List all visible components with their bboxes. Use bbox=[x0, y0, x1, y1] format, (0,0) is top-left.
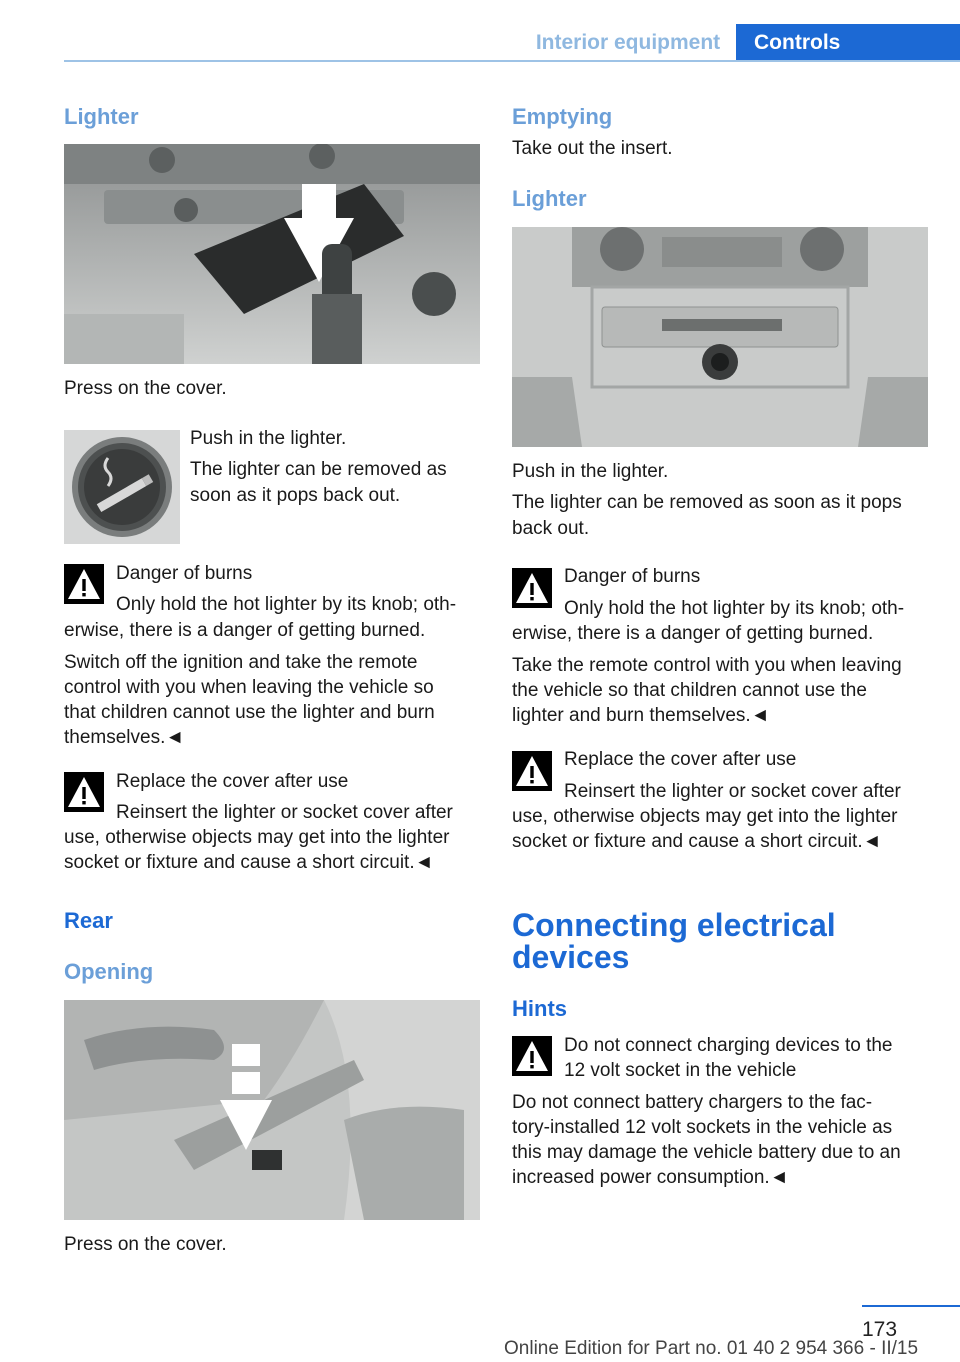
header-section: Interior equipment bbox=[535, 31, 721, 54]
rear-warn1-line1: Only hold the hot lighter by its knob; oth‐ bbox=[564, 598, 905, 619]
lighter-heading: Lighter bbox=[64, 104, 139, 129]
connecting-heading-line2: devices bbox=[512, 939, 630, 975]
warn1-line3: Switch off the ignition and take the remote bbox=[64, 652, 418, 673]
warning-triangle-icon bbox=[64, 564, 104, 604]
hint-line2: tory-installed 12 volt sockets in the vehicle as bbox=[512, 1117, 893, 1138]
warn1-line5: that children cannot use the lighter and burn bbox=[64, 702, 435, 723]
rear-removed-line1: The lighter can be removed as soon as it pops bbox=[512, 492, 902, 513]
warn1-line6: themselves.◄ bbox=[64, 727, 185, 748]
emptying-heading: Emptying bbox=[512, 104, 613, 129]
warning-triangle-icon bbox=[512, 1036, 552, 1076]
rear-warn1-title: Danger of burns bbox=[564, 566, 701, 587]
hints-heading: Hints bbox=[512, 996, 567, 1021]
warn1-line4: control with you when leaving the vehicle so bbox=[64, 677, 434, 698]
removed-line1: The lighter can be removed as bbox=[190, 459, 447, 480]
rear-warn1-line3: Take the remote control with you when leaving bbox=[512, 655, 902, 676]
header-rule bbox=[64, 60, 960, 62]
header-tab-controls[interactable]: Controls bbox=[736, 24, 960, 62]
rear-warn1-line5: lighter and burn themselves.◄ bbox=[512, 705, 770, 726]
warn2-line3: socket or fixture and cause a short circuit.◄ bbox=[64, 852, 434, 873]
hint-line4: increased power consumption.◄ bbox=[512, 1167, 789, 1188]
rear-lighter-heading: Lighter bbox=[512, 186, 587, 211]
warning-triangle-icon bbox=[512, 751, 552, 791]
hint-line3: this may damage the vehicle battery due to an bbox=[512, 1142, 901, 1163]
rear-warn1-line4: the vehicle so that children cannot use the bbox=[512, 680, 867, 701]
page-number: 173 bbox=[862, 1318, 898, 1341]
front-console-photo bbox=[64, 144, 480, 364]
footer-rule bbox=[862, 1305, 960, 1307]
rear-door-photo bbox=[64, 1000, 480, 1220]
rear-warn2-title: Replace the cover after use bbox=[564, 749, 797, 770]
rear-warn2-line3: socket or fixture and cause a short circuit.◄ bbox=[512, 831, 882, 852]
rear-heading: Rear bbox=[64, 908, 113, 933]
rear-removed-line2: back out. bbox=[512, 518, 590, 539]
warn1-line2: erwise, there is a danger of getting burned. bbox=[64, 620, 426, 641]
rear-push-in-text: Push in the lighter. bbox=[512, 461, 669, 482]
warning-triangle-icon bbox=[512, 568, 552, 608]
rear-warn2-line2: use, otherwise objects may get into the lighter bbox=[512, 806, 898, 827]
warn1-title: Danger of burns bbox=[116, 563, 253, 584]
press-cover-text-2: Press on the cover. bbox=[64, 1234, 227, 1255]
press-cover-text: Press on the cover. bbox=[64, 378, 227, 399]
rear-warn1-line2: erwise, there is a danger of getting burned. bbox=[512, 623, 874, 644]
push-in-text: Push in the lighter. bbox=[190, 428, 347, 449]
rear-console-photo bbox=[512, 227, 928, 447]
connecting-heading-line1: Connecting electrical bbox=[512, 907, 836, 943]
rear-warn2-line1: Reinsert the lighter or socket cover after bbox=[564, 781, 901, 802]
hint-line1: Do not connect battery chargers to the fac‐ bbox=[512, 1092, 873, 1113]
opening-heading: Opening bbox=[64, 959, 154, 984]
removed-line2: soon as it pops back out. bbox=[190, 485, 401, 506]
warn2-line2: use, otherwise objects may get into the lighter bbox=[64, 827, 450, 848]
hint-warn-line1: Do not connect charging devices to the bbox=[564, 1035, 893, 1056]
warn1-line1: Only hold the hot lighter by its knob; oth‐ bbox=[116, 594, 457, 615]
warn2-title: Replace the cover after use bbox=[116, 771, 349, 792]
warning-triangle-icon bbox=[64, 772, 104, 812]
hint-warn-line2: 12 volt socket in the vehicle bbox=[564, 1060, 797, 1081]
edition-text: Online Edition for Part no. 01 40 2 954 366 - II/15 bbox=[504, 1338, 919, 1359]
warn2-line1: Reinsert the lighter or socket cover after bbox=[116, 802, 453, 823]
lighter-button-photo bbox=[64, 430, 180, 544]
take-out-text: Take out the insert. bbox=[512, 138, 673, 159]
